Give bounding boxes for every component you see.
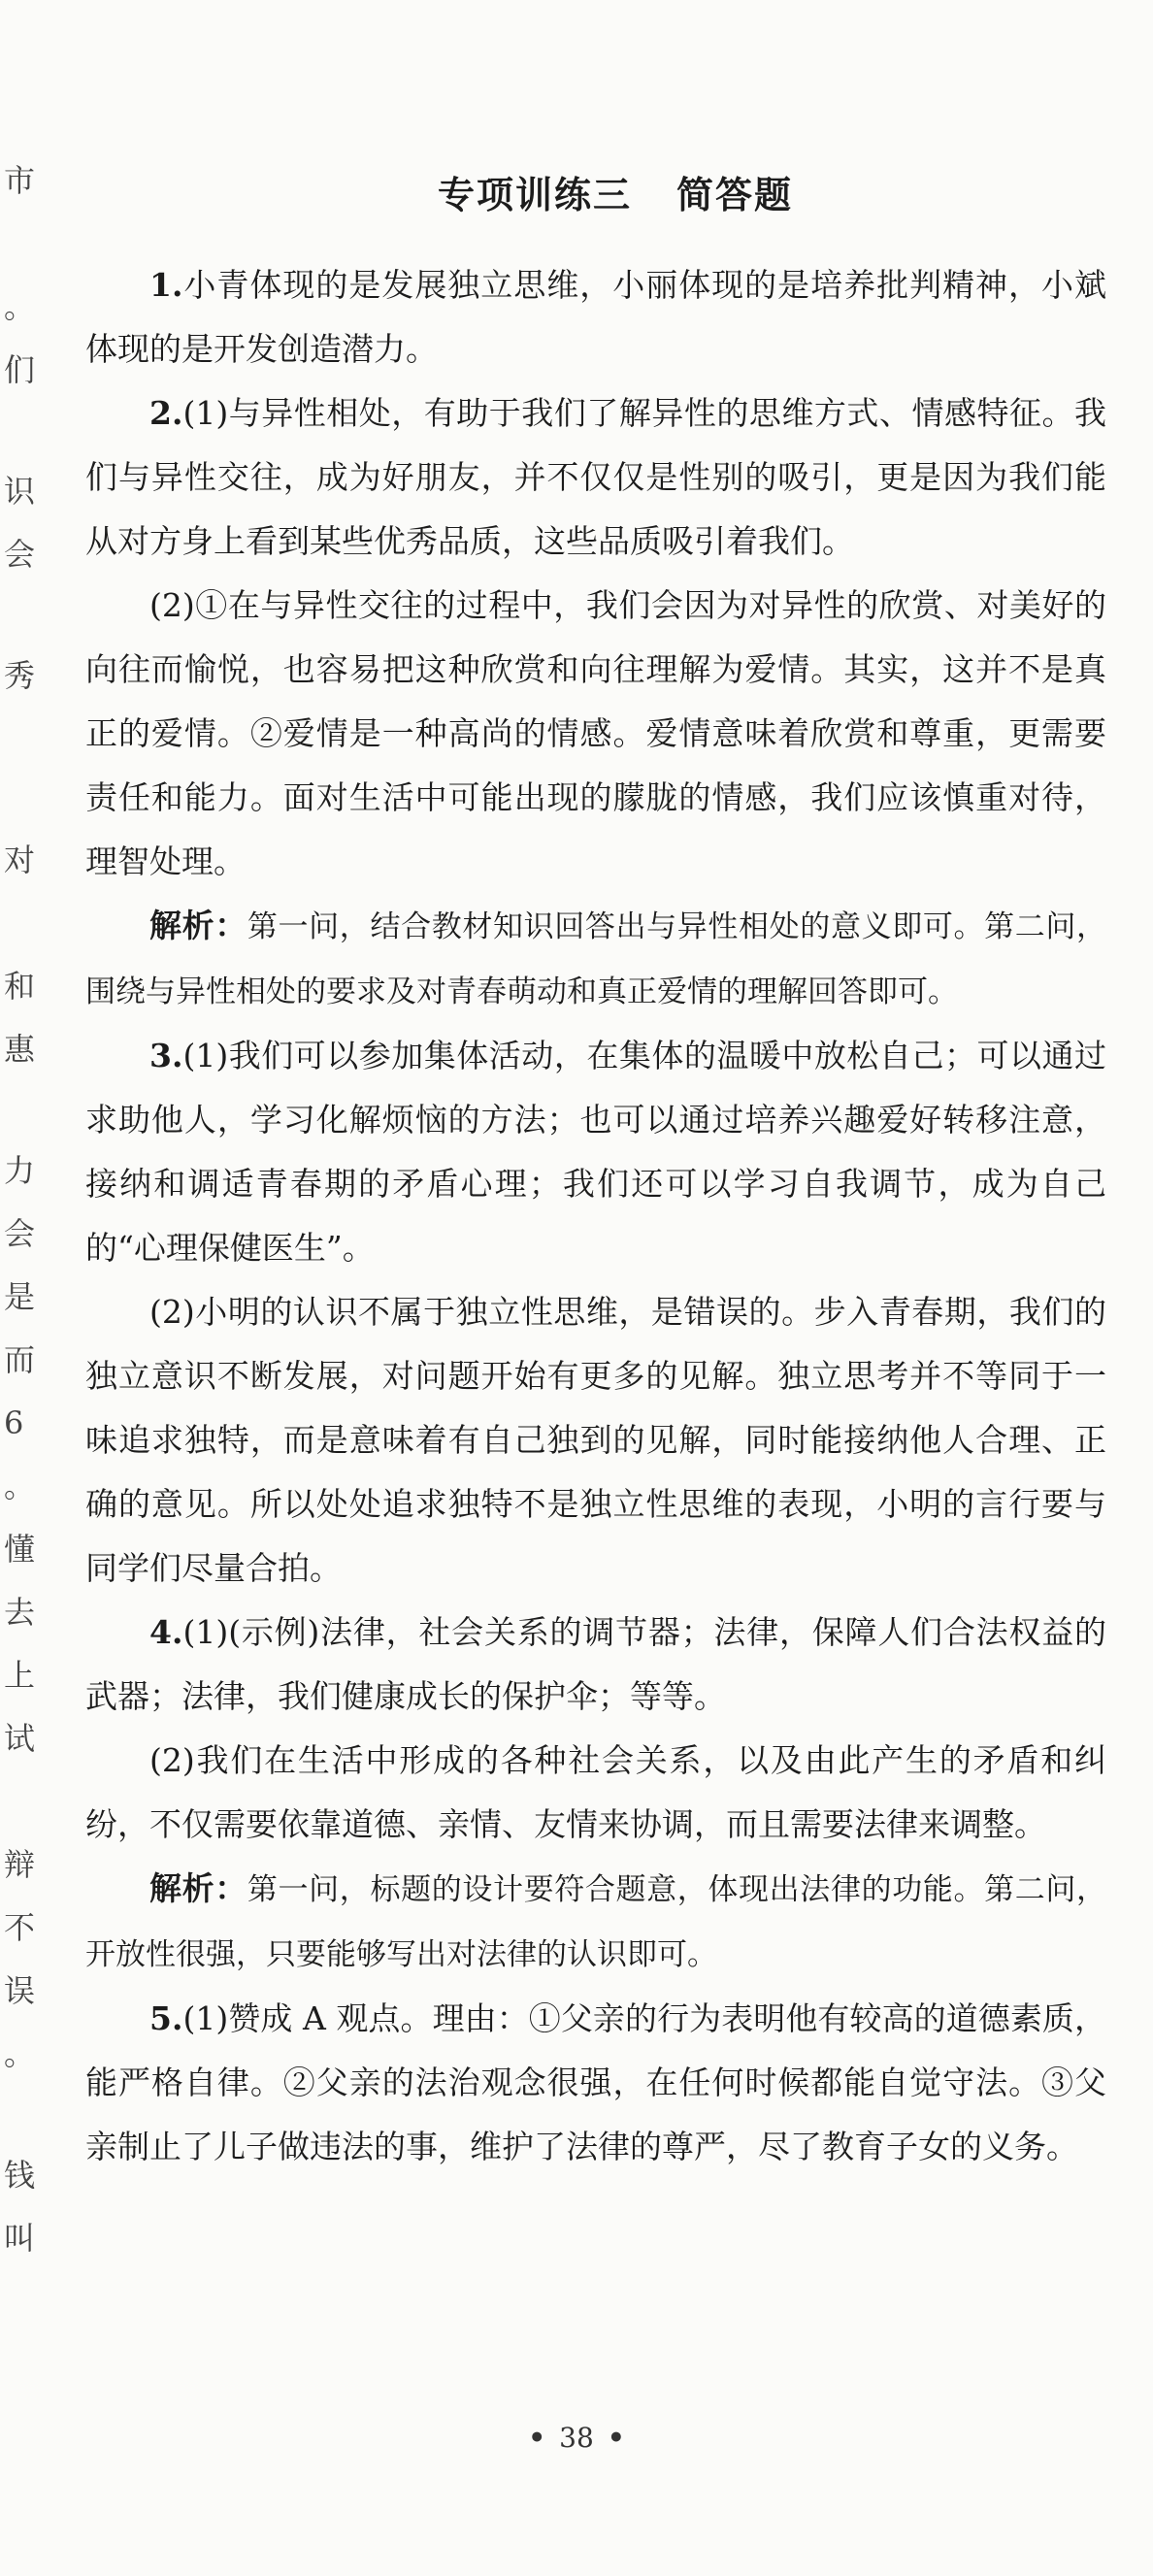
analysis-text: 第一问，结合教材知识回答出与异性相处的意义即可。第二问，围绕与异性相处的要求及对青春萌动和真正爱情的理解回答即可。	[85, 909, 1107, 1009]
answer-text: (1)我们可以参加集体活动，在集体的温暖中放松自己；可以通过求助他人，学习化解烦恼的方法；也可以通过培养兴趣爱好转移注意，接纳和调适青春期的矛盾心理；我们还可以学习自我调节，成为自己的“心理保健医生”。	[85, 1037, 1106, 1267]
margin-char: 而	[4, 1341, 36, 1378]
page-dot-left: •	[528, 2422, 546, 2454]
page-title	[85, 165, 1106, 218]
page-dot-right: •	[607, 2422, 625, 2454]
margin-char: 。	[4, 1468, 36, 1504]
answer-text: (1)(示例)法律，社会关系的调节器；法律，保障人们合法权益的武器；法律，我们健康成长的保护伞；等等。	[85, 1613, 1106, 1715]
question-number: 5.	[149, 1999, 183, 2037]
margin-char: 市	[4, 162, 36, 199]
analysis-label: 解析：	[149, 1869, 247, 1907]
margin-char: 不	[4, 1909, 36, 1946]
title-main: 专项训练三	[437, 174, 632, 216]
page-number-value: 38	[559, 2422, 594, 2454]
answer-text: (2)小明的认识不属于独立性思维，是错误的。步入青春期，我们的独立意识不断发展，对问题开始有更多的见解。独立思考并不等同于一味追求独特，而是意味着有自己独到的见解，同时能接纳他人合理、正确的意见。所以处处追求独特不是独立性思维的表现，小明的言行要与同学们尽量合拍。	[85, 1293, 1106, 1587]
answer-text: (1)与异性相处，有助于我们了解异性的思维方式、情感特征。我们与异性交往，成为好朋友，并不仅仅是性别的吸引，更是因为我们能从对方身上看到某些优秀品质，这些品质吸引着我们。	[85, 394, 1106, 560]
answer-paragraph	[85, 1024, 1106, 1280]
answer-text: (1)赞成 A 观点。理由：①父亲的行为表明他有较高的道德素质，能严格自律。②父亲的法治观念很强，在任何时候都能自觉守法。③父亲制止了儿子做违法的事，维护了法律的尊严，尽了教育子女的义务。	[85, 1999, 1106, 2165]
margin-char: 。	[4, 288, 36, 325]
margin-char: 们	[4, 351, 36, 388]
answer-paragraph	[85, 253, 1106, 381]
margin-char: 上	[4, 1657, 36, 1694]
analysis-label: 解析：	[149, 907, 247, 944]
answer-text: 小青体现的是发展独立思维，小丽体现的是培养批判精神，小斌体现的是开发创造潜力。	[85, 266, 1106, 368]
margin-char: 识	[4, 473, 36, 510]
answer-paragraph	[85, 1280, 1106, 1601]
margin-char: 秀	[4, 657, 36, 694]
title-sub: 简答题	[676, 174, 794, 216]
left-margin-bleed	[0, 0, 36, 2576]
margin-char: 去	[4, 1594, 36, 1631]
question-number: 3.	[149, 1037, 183, 1074]
answer-text: (2)①在与异性交往的过程中，我们会因为对异性的欣赏、对美好的向往而愉悦，也容易把这种欣赏和向往理解为爱情。其实，这并不是真正的爱情。②爱情是一种高尚的情感。爱情意味着欣赏和尊重，更需要责任和能力。面对生活中可能出现的朦胧的情感，我们应该慎重对待，理智处理。	[85, 586, 1106, 880]
answer-paragraph	[85, 574, 1106, 894]
margin-char: 钱	[4, 2157, 36, 2194]
margin-char: 会	[4, 1215, 36, 1252]
question-number: 2.	[149, 394, 183, 432]
answer-paragraph	[85, 1987, 1106, 2179]
margin-char: 叫	[4, 2220, 36, 2257]
question-number: 4.	[149, 1613, 183, 1651]
answer-text: (2)我们在生活中形成的各种社会关系，以及由此产生的矛盾和纠纷，不仅需要依靠道德、亲情、友情来协调，而且需要法律来调整。	[85, 1741, 1106, 1843]
analysis-text: 第一问，标题的设计要符合题意，体现出法律的功能。第二问，开放性很强，只要能够写出对法律的认识即可。	[85, 1872, 1107, 1972]
margin-char: 试	[4, 1720, 36, 1757]
margin-char: 6	[4, 1404, 24, 1441]
page-number	[0, 2422, 1153, 2454]
margin-char: 懂	[4, 1531, 36, 1568]
margin-char: 会	[4, 536, 36, 573]
answer-paragraph	[85, 1729, 1106, 1857]
margin-char: 力	[4, 1152, 36, 1189]
margin-char: 和	[4, 968, 36, 1005]
margin-char: 对	[4, 842, 36, 878]
question-number: 1.	[149, 266, 183, 304]
answer-paragraph	[85, 381, 1106, 574]
margin-char: 是	[4, 1278, 36, 1315]
margin-char: 辩	[4, 1846, 36, 1883]
analysis-paragraph	[85, 894, 1106, 1024]
margin-char: 。	[4, 2035, 36, 2072]
page-content	[85, 146, 1106, 2179]
answer-paragraph	[85, 1601, 1106, 1729]
margin-char: 惠	[4, 1031, 36, 1068]
margin-char: 误	[4, 1972, 36, 2009]
analysis-paragraph	[85, 1857, 1106, 1987]
